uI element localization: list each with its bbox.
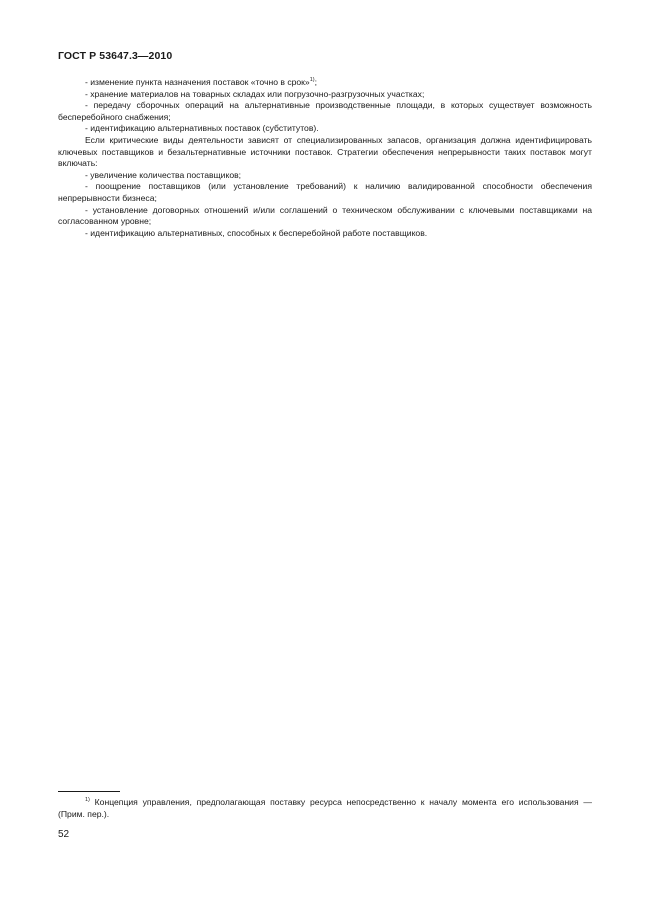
footnote bbox=[58, 797, 592, 820]
page-header-standard-number: ГОСТ Р 53647.3—2010 bbox=[58, 50, 173, 62]
list-item bbox=[58, 77, 592, 89]
footnote-separator bbox=[58, 791, 120, 792]
body-text bbox=[58, 77, 592, 239]
list-item: - установление договорных отношений и/или соглашений о техническом обслуживании с ключевыми поставщиками на согласованном уровне; bbox=[58, 204, 592, 227]
list-item: - идентификацию альтернативных поставок (субститутов). bbox=[85, 123, 319, 134]
list-item-text: - изменение пункта назначения поставок «точно в срок» bbox=[85, 77, 310, 87]
footnote-marker: 1) bbox=[85, 797, 90, 804]
paragraph: Если критические виды деятельности зависят от специализированных запасов, организация должна идентифицировать ключевых поставщиков и безальтернативные источники поставок. Стратегии обеспечения непрерывности таких поставок могут включать: bbox=[58, 134, 592, 169]
footnote-text: Концепция управления, предполагающая поставку ресурса непосредственно к началу момента его использования — (Прим. пер.). bbox=[58, 797, 592, 819]
list-item: - хранение материалов на товарных складах или погрузочно-разгрузочных участках; bbox=[85, 88, 425, 99]
list-item: - поощрение поставщиков (или установление требований) к наличию валидированной способности обеспечения непрерывности бизнеса; bbox=[58, 181, 592, 203]
list-item: - идентификацию альтернативных, способных к бесперебойной работе поставщиков. bbox=[85, 227, 428, 238]
list-item: - передачу сборочных операций на альтернативные производственные площади, в которых существует возможность бесперебойного снабжения; bbox=[58, 100, 592, 122]
list-item-punctuation: ; bbox=[314, 77, 317, 87]
footnote-reference: 1) bbox=[309, 77, 315, 84]
list-item: - увеличение количества поставщиков; bbox=[85, 169, 242, 180]
page-number: 52 bbox=[58, 829, 70, 840]
